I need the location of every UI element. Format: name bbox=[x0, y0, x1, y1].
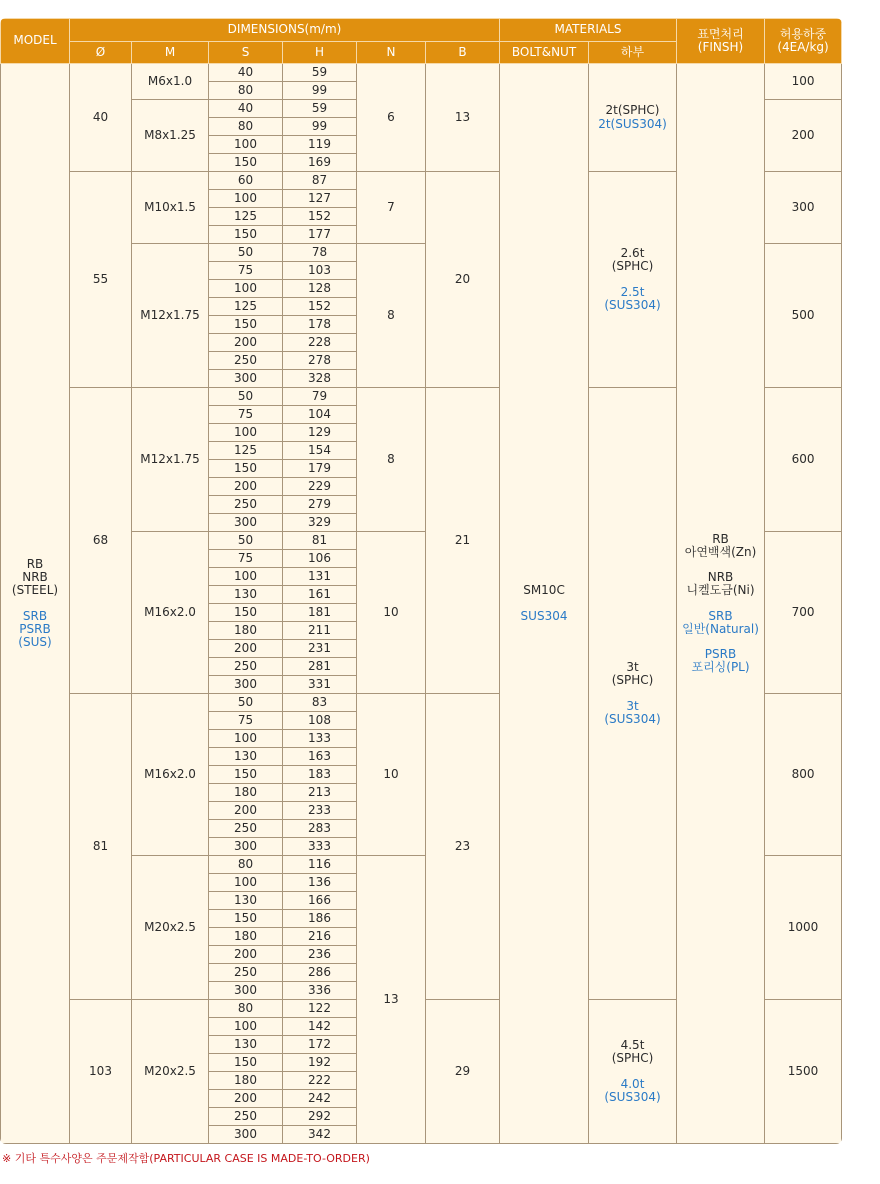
finish-model: NRB bbox=[707, 570, 734, 585]
h-cell: 154 bbox=[283, 442, 357, 460]
s-cell: 250 bbox=[209, 352, 283, 370]
s-cell: 75 bbox=[209, 406, 283, 424]
b-cell: 23 bbox=[426, 694, 500, 1000]
h-cell: 178 bbox=[283, 316, 357, 334]
s-cell: 125 bbox=[209, 208, 283, 226]
s-cell: 200 bbox=[209, 802, 283, 820]
model-nrb: NRB bbox=[22, 570, 48, 585]
phi-cell: 81 bbox=[70, 694, 132, 1000]
h-cell: 116 bbox=[283, 856, 357, 874]
base-steel-material: (SPHC) bbox=[611, 1051, 654, 1066]
h-cell: 103 bbox=[283, 262, 357, 280]
header-dimensions: DIMENSIONS(m/m) bbox=[70, 19, 500, 42]
s-cell: 180 bbox=[209, 784, 283, 802]
phi-cell: 55 bbox=[70, 172, 132, 388]
load-cell: 300 bbox=[765, 172, 842, 244]
h-cell: 166 bbox=[283, 892, 357, 910]
load-cell: 200 bbox=[765, 100, 842, 172]
h-cell: 78 bbox=[283, 244, 357, 262]
n-cell: 13 bbox=[357, 856, 426, 1144]
h-cell: 129 bbox=[283, 424, 357, 442]
s-cell: 125 bbox=[209, 298, 283, 316]
header-bolt-nut: BOLT&NUT bbox=[500, 42, 589, 64]
s-cell: 75 bbox=[209, 550, 283, 568]
s-cell: 200 bbox=[209, 1090, 283, 1108]
load-cell: 500 bbox=[765, 244, 842, 388]
model-sus: (SUS) bbox=[18, 634, 52, 649]
header-b: B bbox=[426, 42, 500, 64]
load-cell: 600 bbox=[765, 388, 842, 532]
thread-cell: M12x1.75 bbox=[132, 244, 209, 388]
s-cell: 80 bbox=[209, 118, 283, 136]
header-materials: MATERIALS bbox=[500, 19, 677, 42]
n-cell: 7 bbox=[357, 172, 426, 244]
finish-desc: 니켈도금(Ni) bbox=[686, 583, 755, 598]
base-sus-thickness: 3t bbox=[626, 698, 639, 713]
header-base: 하부 bbox=[589, 42, 677, 64]
model-psrb: PSRB bbox=[19, 621, 51, 636]
s-cell: 100 bbox=[209, 730, 283, 748]
s-cell: 250 bbox=[209, 496, 283, 514]
s-cell: 300 bbox=[209, 676, 283, 694]
s-cell: 300 bbox=[209, 514, 283, 532]
s-cell: 130 bbox=[209, 748, 283, 766]
h-cell: 229 bbox=[283, 478, 357, 496]
h-cell: 192 bbox=[283, 1054, 357, 1072]
h-cell: 281 bbox=[283, 658, 357, 676]
base-steel-material: (SPHC) bbox=[611, 259, 654, 274]
n-cell: 8 bbox=[357, 388, 426, 532]
bolt-nut-cell bbox=[500, 64, 589, 1144]
thread-cell: M8x1.25 bbox=[132, 100, 209, 172]
h-cell: 127 bbox=[283, 190, 357, 208]
s-cell: 80 bbox=[209, 82, 283, 100]
bolt-steel: SM10C bbox=[523, 583, 565, 598]
h-cell: 136 bbox=[283, 874, 357, 892]
s-cell: 80 bbox=[209, 1000, 283, 1018]
h-cell: 183 bbox=[283, 766, 357, 784]
h-cell: 181 bbox=[283, 604, 357, 622]
header-load-unit: (4EA/kg) bbox=[777, 40, 829, 54]
load-cell: 100 bbox=[765, 64, 842, 100]
header-n: N bbox=[357, 42, 426, 64]
thread-cell: M20x2.5 bbox=[132, 856, 209, 1000]
h-cell: 286 bbox=[283, 964, 357, 982]
header-finish bbox=[677, 19, 765, 64]
h-cell: 211 bbox=[283, 622, 357, 640]
s-cell: 50 bbox=[209, 388, 283, 406]
b-cell: 13 bbox=[426, 64, 500, 172]
h-cell: 142 bbox=[283, 1018, 357, 1036]
h-cell: 163 bbox=[283, 748, 357, 766]
load-cell: 800 bbox=[765, 694, 842, 856]
s-cell: 250 bbox=[209, 820, 283, 838]
load-cell: 700 bbox=[765, 532, 842, 694]
base-steel-thickness: 4.5t bbox=[620, 1038, 645, 1053]
h-cell: 128 bbox=[283, 280, 357, 298]
base-steel-thickness: 2.6t bbox=[620, 246, 645, 261]
base-sus: 2t(SUS304) bbox=[598, 116, 667, 131]
finish-model: PSRB bbox=[704, 646, 737, 661]
n-cell: 10 bbox=[357, 532, 426, 694]
s-cell: 100 bbox=[209, 280, 283, 298]
n-cell: 6 bbox=[357, 64, 426, 172]
s-cell: 150 bbox=[209, 910, 283, 928]
s-cell: 180 bbox=[209, 928, 283, 946]
b-cell: 29 bbox=[426, 1000, 500, 1144]
h-cell: 279 bbox=[283, 496, 357, 514]
table-row bbox=[1, 64, 842, 82]
s-cell: 75 bbox=[209, 712, 283, 730]
s-cell: 200 bbox=[209, 640, 283, 658]
model-srb: SRB bbox=[22, 608, 48, 623]
spec-table-body bbox=[1, 64, 842, 1144]
s-cell: 100 bbox=[209, 424, 283, 442]
thread-cell: M12x1.75 bbox=[132, 388, 209, 532]
thread-cell: M16x2.0 bbox=[132, 694, 209, 856]
base-sus-material: (SUS304) bbox=[604, 297, 661, 312]
s-cell: 200 bbox=[209, 334, 283, 352]
h-cell: 336 bbox=[283, 982, 357, 1000]
h-cell: 222 bbox=[283, 1072, 357, 1090]
s-cell: 180 bbox=[209, 622, 283, 640]
model-steel: (STEEL) bbox=[11, 583, 59, 598]
s-cell: 150 bbox=[209, 1054, 283, 1072]
h-cell: 186 bbox=[283, 910, 357, 928]
s-cell: 100 bbox=[209, 136, 283, 154]
h-cell: 169 bbox=[283, 154, 357, 172]
s-cell: 125 bbox=[209, 442, 283, 460]
base-sus-material: (SUS304) bbox=[604, 1089, 661, 1104]
h-cell: 87 bbox=[283, 172, 357, 190]
s-cell: 40 bbox=[209, 100, 283, 118]
h-cell: 329 bbox=[283, 514, 357, 532]
s-cell: 150 bbox=[209, 766, 283, 784]
h-cell: 331 bbox=[283, 676, 357, 694]
load-cell: 1500 bbox=[765, 1000, 842, 1144]
h-cell: 59 bbox=[283, 64, 357, 82]
h-cell: 119 bbox=[283, 136, 357, 154]
s-cell: 150 bbox=[209, 460, 283, 478]
base-cell bbox=[589, 172, 677, 388]
h-cell: 133 bbox=[283, 730, 357, 748]
base-steel-material: (SPHC) bbox=[611, 673, 654, 688]
h-cell: 328 bbox=[283, 370, 357, 388]
h-cell: 79 bbox=[283, 388, 357, 406]
b-cell: 21 bbox=[426, 388, 500, 694]
s-cell: 250 bbox=[209, 964, 283, 982]
s-cell: 150 bbox=[209, 316, 283, 334]
h-cell: 99 bbox=[283, 118, 357, 136]
s-cell: 130 bbox=[209, 586, 283, 604]
finish-desc: 아연백색(Zn) bbox=[684, 544, 757, 559]
h-cell: 152 bbox=[283, 208, 357, 226]
model-rb: RB bbox=[26, 556, 44, 571]
h-cell: 216 bbox=[283, 928, 357, 946]
h-cell: 59 bbox=[283, 100, 357, 118]
s-cell: 80 bbox=[209, 856, 283, 874]
h-cell: 278 bbox=[283, 352, 357, 370]
load-cell: 1000 bbox=[765, 856, 842, 1000]
header-finish-ko: 표면처리 bbox=[697, 26, 744, 41]
header-load bbox=[765, 19, 842, 64]
s-cell: 50 bbox=[209, 532, 283, 550]
s-cell: 40 bbox=[209, 64, 283, 82]
h-cell: 213 bbox=[283, 784, 357, 802]
s-cell: 250 bbox=[209, 1108, 283, 1126]
thread-cell: M10x1.5 bbox=[132, 172, 209, 244]
h-cell: 161 bbox=[283, 586, 357, 604]
s-cell: 75 bbox=[209, 262, 283, 280]
s-cell: 300 bbox=[209, 982, 283, 1000]
s-cell: 200 bbox=[209, 478, 283, 496]
s-cell: 300 bbox=[209, 370, 283, 388]
s-cell: 180 bbox=[209, 1072, 283, 1090]
base-cell bbox=[589, 388, 677, 1000]
h-cell: 106 bbox=[283, 550, 357, 568]
s-cell: 300 bbox=[209, 1126, 283, 1144]
s-cell: 150 bbox=[209, 154, 283, 172]
base-cell bbox=[589, 64, 677, 172]
h-cell: 179 bbox=[283, 460, 357, 478]
base-cell bbox=[589, 1000, 677, 1144]
h-cell: 242 bbox=[283, 1090, 357, 1108]
n-cell: 8 bbox=[357, 244, 426, 388]
header-h: H bbox=[283, 42, 357, 64]
s-cell: 130 bbox=[209, 1036, 283, 1054]
header-s: S bbox=[209, 42, 283, 64]
header-model: MODEL bbox=[1, 19, 70, 64]
h-cell: 333 bbox=[283, 838, 357, 856]
h-cell: 233 bbox=[283, 802, 357, 820]
finish-model: SRB bbox=[708, 608, 733, 623]
base-sus-material: (SUS304) bbox=[604, 711, 661, 726]
h-cell: 81 bbox=[283, 532, 357, 550]
h-cell: 131 bbox=[283, 568, 357, 586]
h-cell: 228 bbox=[283, 334, 357, 352]
phi-cell: 68 bbox=[70, 388, 132, 694]
h-cell: 172 bbox=[283, 1036, 357, 1054]
s-cell: 100 bbox=[209, 874, 283, 892]
h-cell: 83 bbox=[283, 694, 357, 712]
finish-model: RB bbox=[712, 531, 729, 546]
h-cell: 152 bbox=[283, 298, 357, 316]
base-sus-thickness: 2.5t bbox=[620, 284, 645, 299]
finish-cell bbox=[677, 64, 765, 1144]
thread-cell: M6x1.0 bbox=[132, 64, 209, 100]
footnote: ※ 기타 특수사양은 주문제작함(PARTICULAR CASE IS MADE-TO-ORDER) bbox=[2, 1152, 370, 1165]
phi-cell: 103 bbox=[70, 1000, 132, 1144]
base-sus-thickness: 4.0t bbox=[620, 1076, 645, 1091]
s-cell: 300 bbox=[209, 838, 283, 856]
bolt-sus: SUS304 bbox=[520, 608, 568, 623]
base-steel-thickness: 3t bbox=[626, 660, 639, 675]
s-cell: 200 bbox=[209, 946, 283, 964]
model-cell bbox=[1, 64, 70, 1144]
finish-desc: 포리싱(PL) bbox=[691, 660, 750, 675]
s-cell: 100 bbox=[209, 190, 283, 208]
h-cell: 104 bbox=[283, 406, 357, 424]
h-cell: 292 bbox=[283, 1108, 357, 1126]
s-cell: 100 bbox=[209, 1018, 283, 1036]
h-cell: 236 bbox=[283, 946, 357, 964]
header-load-ko: 허용하중 bbox=[779, 26, 827, 41]
s-cell: 50 bbox=[209, 244, 283, 262]
b-cell: 20 bbox=[426, 172, 500, 388]
phi-cell: 40 bbox=[70, 64, 132, 172]
header-finish-en: (FINSH) bbox=[697, 40, 744, 54]
s-cell: 100 bbox=[209, 568, 283, 586]
thread-cell: M20x2.5 bbox=[132, 1000, 209, 1144]
finish-desc: 일반(Natural) bbox=[682, 621, 759, 636]
s-cell: 60 bbox=[209, 172, 283, 190]
s-cell: 130 bbox=[209, 892, 283, 910]
h-cell: 122 bbox=[283, 1000, 357, 1018]
spec-table bbox=[0, 18, 842, 1144]
header-phi: Ø bbox=[70, 42, 132, 64]
h-cell: 177 bbox=[283, 226, 357, 244]
base-steel: 2t(SPHC) bbox=[605, 103, 660, 118]
h-cell: 231 bbox=[283, 640, 357, 658]
s-cell: 150 bbox=[209, 604, 283, 622]
h-cell: 283 bbox=[283, 820, 357, 838]
h-cell: 342 bbox=[283, 1126, 357, 1144]
thread-cell: M16x2.0 bbox=[132, 532, 209, 694]
n-cell: 10 bbox=[357, 694, 426, 856]
s-cell: 250 bbox=[209, 658, 283, 676]
s-cell: 150 bbox=[209, 226, 283, 244]
h-cell: 108 bbox=[283, 712, 357, 730]
h-cell: 99 bbox=[283, 82, 357, 100]
header-m: M bbox=[132, 42, 209, 64]
s-cell: 50 bbox=[209, 694, 283, 712]
